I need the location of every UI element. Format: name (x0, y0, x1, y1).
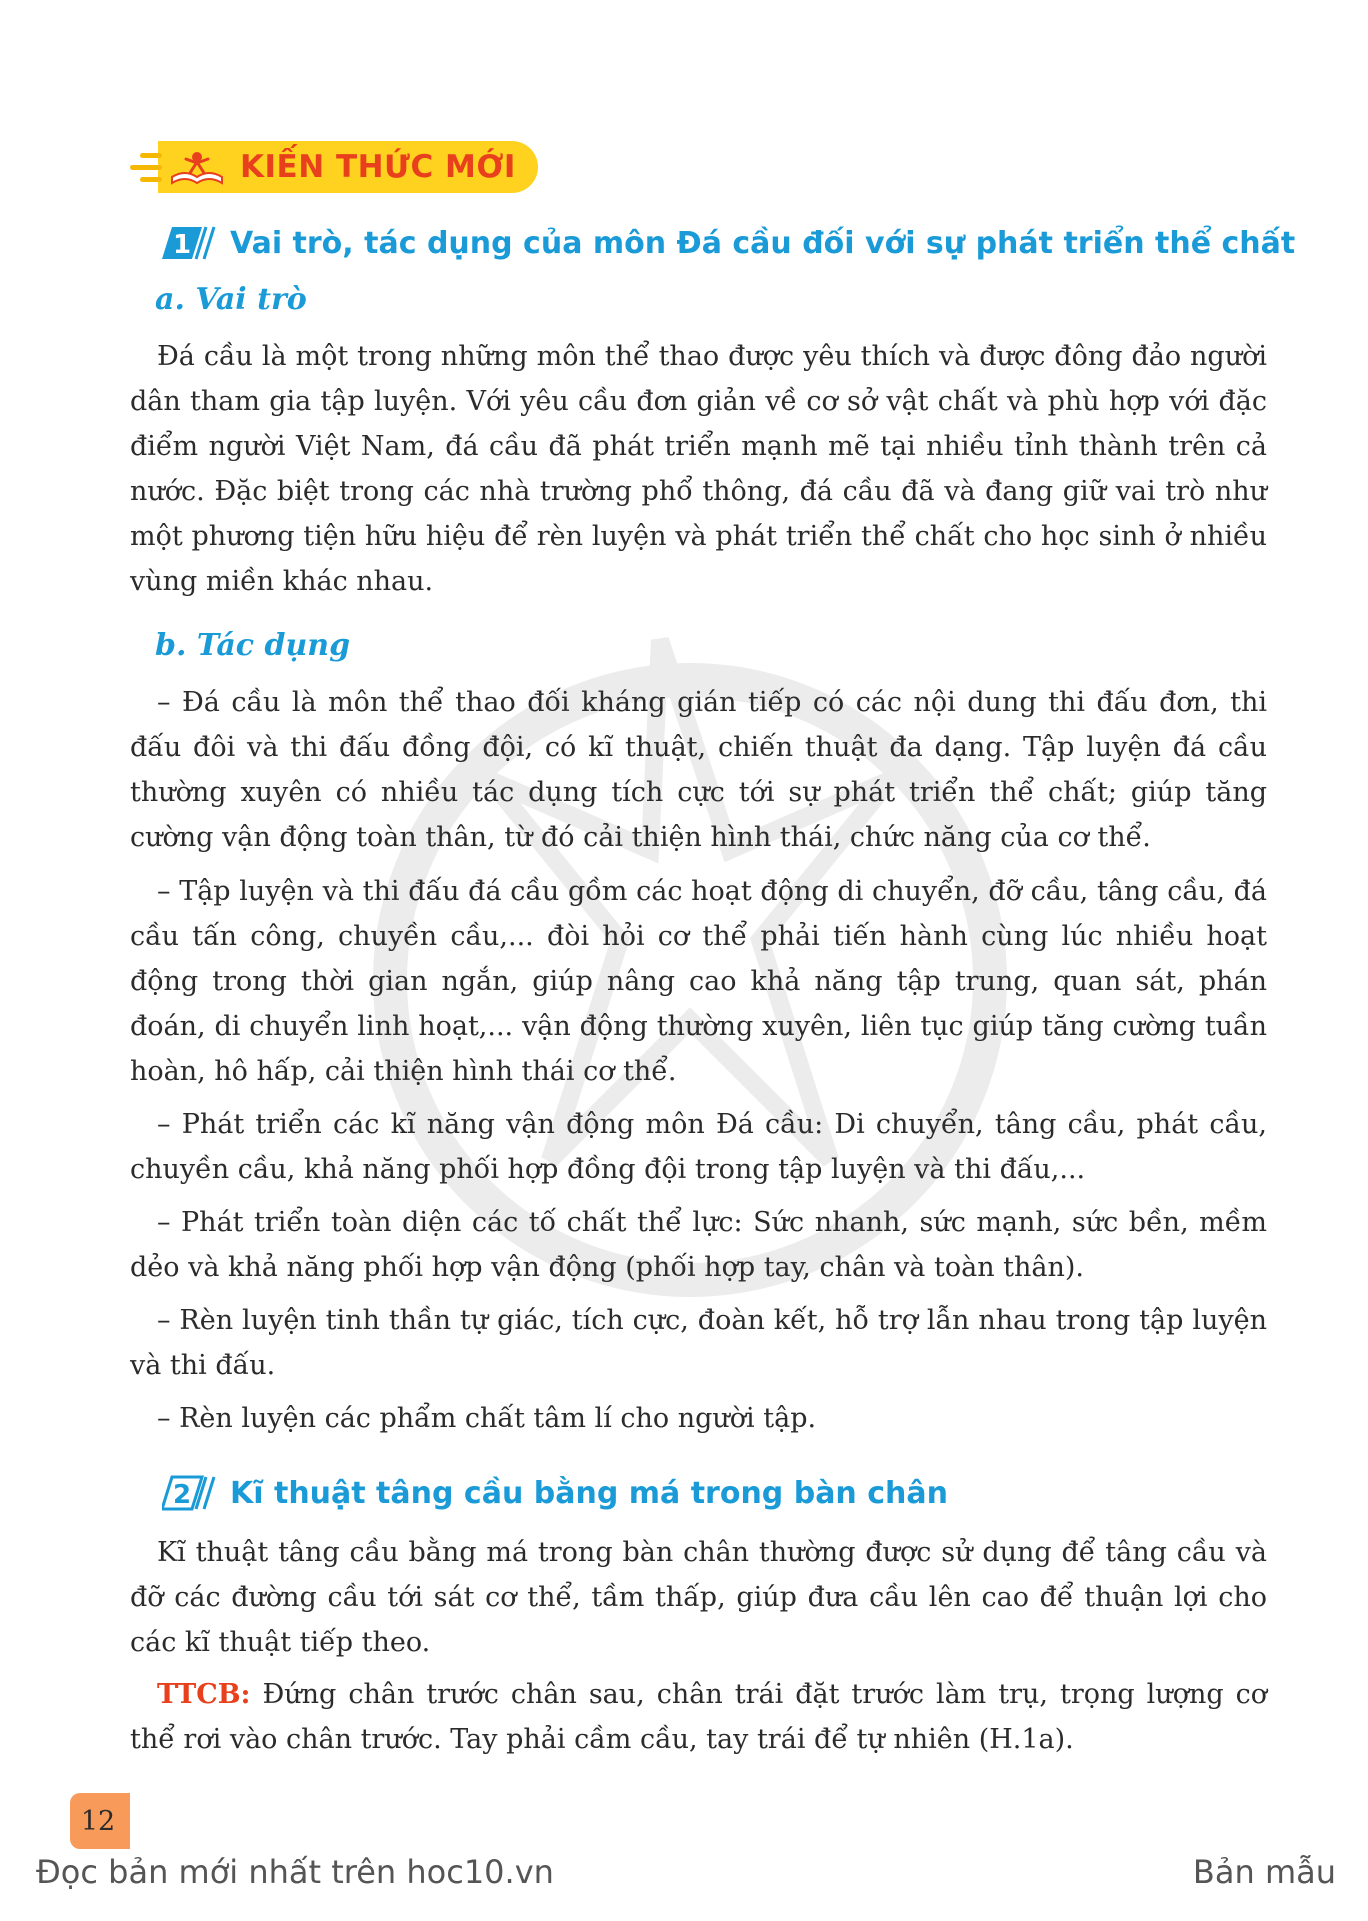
section-number: 1 (172, 230, 192, 260)
section-number-badge (162, 223, 220, 263)
subheading-a: a. Vai trò (155, 282, 307, 317)
bullet-item: – Rèn luyện tinh thần tự giác, tích cực, đoàn kết, hỗ trợ lẫn nhau trong tập luyện và thi đấu. (130, 1305, 1267, 1381)
section-banner (130, 140, 538, 194)
bullet-item: – Tập luyện và thi đấu đá cầu gồm các hoạt động di chuyển, đỡ cầu, tâng cầu, đá cầu tấn công, chuyền cầu,... đòi hỏi cơ thể phải tiến hành cùng lúc nhiều hoạt động trong thời gian ngắn, giúp nâng cao khả năng tập trung, quan sát, phán đoán, di chuyển linh hoạt,... vận động thường xuyên, liên tục giúp tăng cường tuần hoàn, hô hấp, cải thiện hình thái cơ thể. (130, 876, 1267, 1087)
bullet-item: – Phát triển các kĩ năng vận động môn Đá cầu: Di chuyển, tâng cầu, phát cầu, chuyền cầu, khả năng phối hợp đồng đội trong tập luyện và thi đấu,... (130, 1109, 1267, 1185)
bullet-item: – Đá cầu là môn thể thao đối kháng gián tiếp có các nội dung thi đấu đơn, thi đấu đôi và thi đấu đồng đội, có kĩ thuật, chiến thuật đa dạng. Tập luyện đá cầu thường xuyên có nhiều tác dụng tích cực tới sự phát triển thể chất; giúp tăng cường vận động toàn thân, từ đó cải thiện hình thái, chức năng của cơ thể. (130, 687, 1267, 853)
ttcb-label: TTCB: (157, 1679, 251, 1710)
section-number-badge (162, 1473, 220, 1513)
book-mascot-icon (168, 147, 226, 187)
banner-pill (158, 141, 538, 193)
page-number: 12 (70, 1793, 126, 1849)
page-number-bar (126, 1793, 130, 1849)
section-number: 2 (172, 1480, 192, 1510)
section-1-title (162, 223, 1295, 263)
paragraph-role: Đá cầu là một trong những môn thể thao được yêu thích và được đông đảo người dân tham gia tập luyện. Với yêu cầu đơn giản về cơ sở vật chất và phù hợp với đặc điểm người Việt Nam, đá cầu đã phát triển mạnh mẽ tại nhiều tỉnh thành trên cả nước. Đặc biệt trong các nhà trường phổ thông, đá cầu đã và đang giữ vai trò như một phương tiện hữu hiệu để rèn luyện và phát triển thể chất cho học sinh ở nhiều vùng miền khác nhau. (130, 341, 1267, 597)
section-2-title (162, 1473, 948, 1513)
paragraph-ttcb (130, 1672, 1267, 1762)
paragraph-technique: Kĩ thuật tâng cầu bằng má trong bàn chân thường được sử dụng để tâng cầu và đỡ các đường cầu tới sát cơ thể, tầm thấp, giúp đưa cầu lên cao để thuận lợi cho các kĩ thuật tiếp theo. (130, 1537, 1267, 1658)
ttcb-text: Đứng chân trước chân sau, chân trái đặt trước làm trụ, trọng lượng cơ thể rơi vào chân trước. Tay phải cầm cầu, tay trái để tự nhiên (H.1a). (130, 1679, 1267, 1755)
bullet-item: – Rèn luyện các phẩm chất tâm lí cho người tập. (157, 1403, 817, 1434)
banner-speed-lines (130, 147, 164, 187)
footer-draft-label: Bản mẫu (1192, 1853, 1336, 1891)
section-title-text: Vai trò, tác dụng của môn Đá cầu đối với sự phát triển thể chất (230, 225, 1296, 261)
footer-source-link[interactable]: Đọc bản mới nhất trên hoc10.vn (36, 1853, 554, 1891)
section-title-text: Kĩ thuật tâng cầu bằng má trong bàn chân (230, 1475, 948, 1511)
subheading-b: b. Tác dụng (155, 628, 351, 663)
bullet-item: – Phát triển toàn diện các tố chất thể lực: Sức nhanh, sức mạnh, sức bền, mềm dẻo và khả năng phối hợp vận động (phối hợp tay, chân và toàn thân). (130, 1207, 1267, 1283)
banner-label: KIẾN THỨC MỚI (240, 149, 516, 185)
